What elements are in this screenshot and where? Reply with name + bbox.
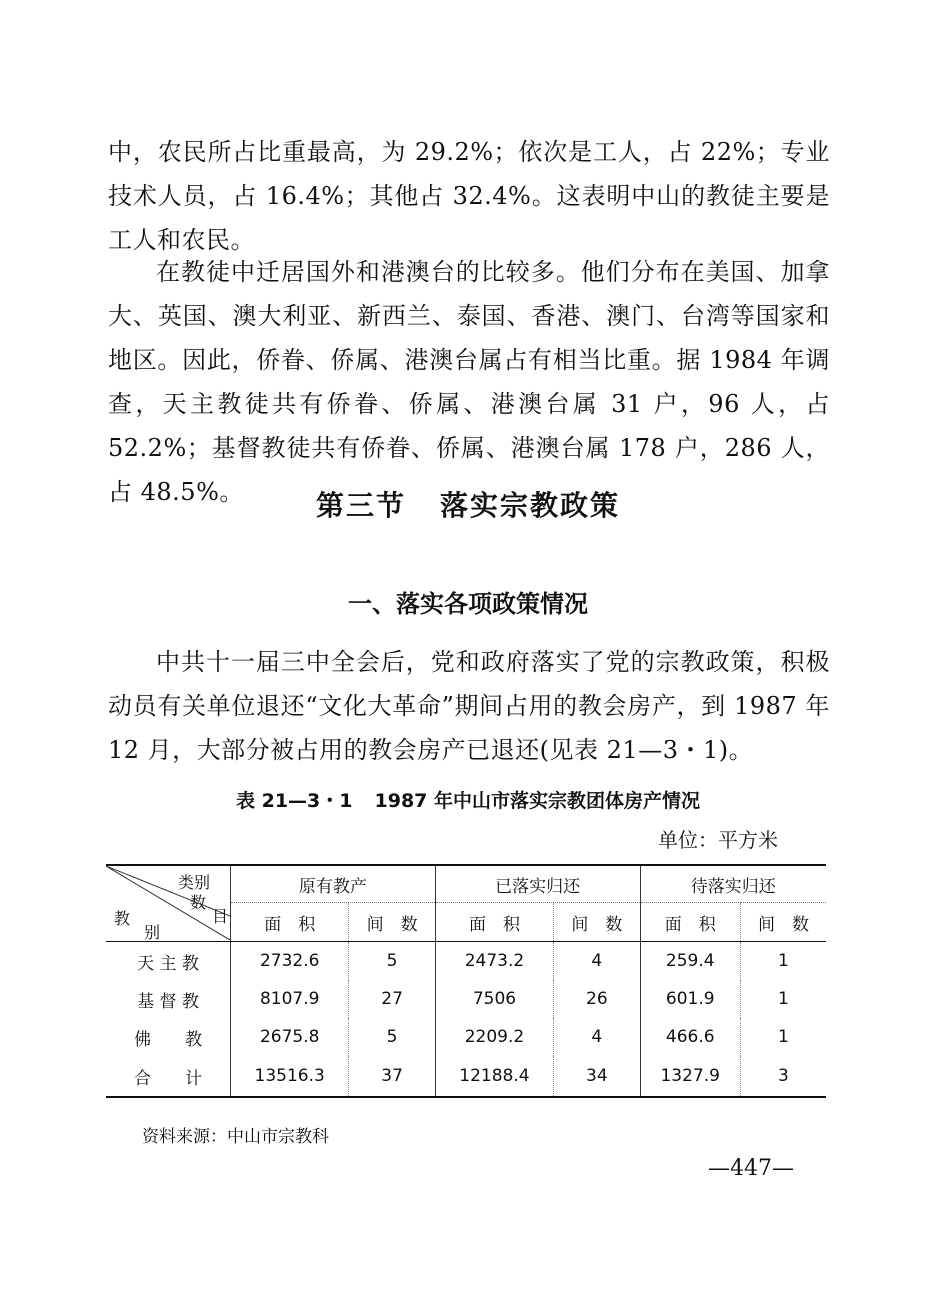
- table-row-protestant: [106, 980, 826, 1018]
- table-row-catholic: [106, 942, 826, 981]
- group-header-returned: 已落实归还: [435, 865, 640, 903]
- row-label: 天 主 教: [137, 953, 199, 974]
- table-cell: 2675.8: [231, 1018, 349, 1056]
- row-label: 佛 教: [134, 1029, 202, 1050]
- table-cell: 34: [554, 1056, 640, 1097]
- table-cell: 259.4: [640, 942, 740, 981]
- corner-label-shu: 数: [190, 893, 207, 912]
- table-cell: 1: [740, 980, 826, 1018]
- paragraph-2: 在教徒中迁居国外和港澳台的比较多。他们分布在美国、加拿大、英国、澳大利亚、新西兰、泰国、香港、澳门、台湾等国家和地区。因此，侨眷、侨属、港澳台属占有相当比重。据 1984 年调查，天主教徒共有侨眷、侨属、港澳台属 31 户，96 人，占 52.2%；基督教徒共有侨眷、侨属、港澳台属 178 户，286 人，占 48.5%。: [108, 258, 830, 506]
- table-unit: 单位：平方米: [658, 828, 778, 852]
- table-cell: 4: [554, 1018, 640, 1056]
- table-corner-header: [106, 865, 231, 942]
- corner-label-bie: 别: [144, 923, 161, 942]
- subheader-area: 面 积: [435, 903, 553, 942]
- group-header-original: 原有教产: [231, 865, 436, 903]
- subheader-rooms: 间 数: [349, 903, 435, 942]
- paragraph-1: 中，农民所占比重最高，为 29.2%；依次是工人，占 22%；专业技术人员，占 16.4%；其他占 32.4%。这表明中山的教徒主要是工人和农民。: [108, 138, 830, 254]
- table-cell: 1327.9: [640, 1056, 740, 1097]
- table-cell: 7506: [435, 980, 553, 1018]
- row-label: 基 督 教: [137, 991, 199, 1012]
- subheader-area: 面 积: [640, 903, 740, 942]
- table-cell: 2209.2: [435, 1018, 553, 1056]
- section-title: [0, 484, 936, 524]
- table-cell: 2732.6: [231, 942, 349, 981]
- table-cell: 5: [349, 942, 435, 981]
- table-cell: 2473.2: [435, 942, 553, 981]
- subheader-rooms: 间 数: [740, 903, 826, 942]
- table-cell: 466.6: [640, 1018, 740, 1056]
- paragraph-3: 中共十一届三中全会后，党和政府落实了党的宗教政策，积极动员有关单位退还“文化大革命”期间占用的教会房产，到 1987 年 12 月，大部分被占用的教会房产已退还(见表 21—3・1)。: [108, 648, 830, 764]
- corner-label-mu: 目: [212, 907, 229, 926]
- table-source: 资料来源：中山市宗教科: [142, 1127, 329, 1147]
- table-cell: 3: [740, 1056, 826, 1097]
- subheader-area: 面 积: [231, 903, 349, 942]
- subheader-rooms: 间 数: [554, 903, 640, 942]
- table-cell: 12188.4: [435, 1056, 553, 1097]
- table-row-total: [106, 1056, 826, 1097]
- table-cell: 8107.9: [231, 980, 349, 1018]
- table-caption: [0, 786, 936, 813]
- page-number: —447—: [708, 1156, 794, 1181]
- row-label: 合 计: [106, 1056, 231, 1097]
- table-cell: 1: [740, 1018, 826, 1056]
- corner-label-jiao: 教: [114, 909, 131, 928]
- group-header-pending: 待落实归还: [640, 865, 826, 903]
- table-cell: 601.9: [640, 980, 740, 1018]
- property-table: [106, 864, 826, 1098]
- subsection-title: 一、落实各项政策情况: [348, 590, 588, 618]
- section-number: 第三节: [315, 489, 406, 522]
- corner-label-category: 类别: [178, 873, 211, 892]
- section-name: 落实宗教政策: [440, 489, 621, 522]
- table-number: 表 21—3・1: [236, 790, 353, 812]
- table-cell: 37: [349, 1056, 435, 1097]
- table-cell: 27: [349, 980, 435, 1018]
- table-cell: 4: [554, 942, 640, 981]
- table-cell: 5: [349, 1018, 435, 1056]
- table-cell: 1: [740, 942, 826, 981]
- table-row-buddhist: [106, 1018, 826, 1056]
- table-cell: 13516.3: [231, 1056, 349, 1097]
- table-title: 1987 年中山市落实宗教团体房产情况: [374, 790, 700, 812]
- table-cell: 26: [554, 980, 640, 1018]
